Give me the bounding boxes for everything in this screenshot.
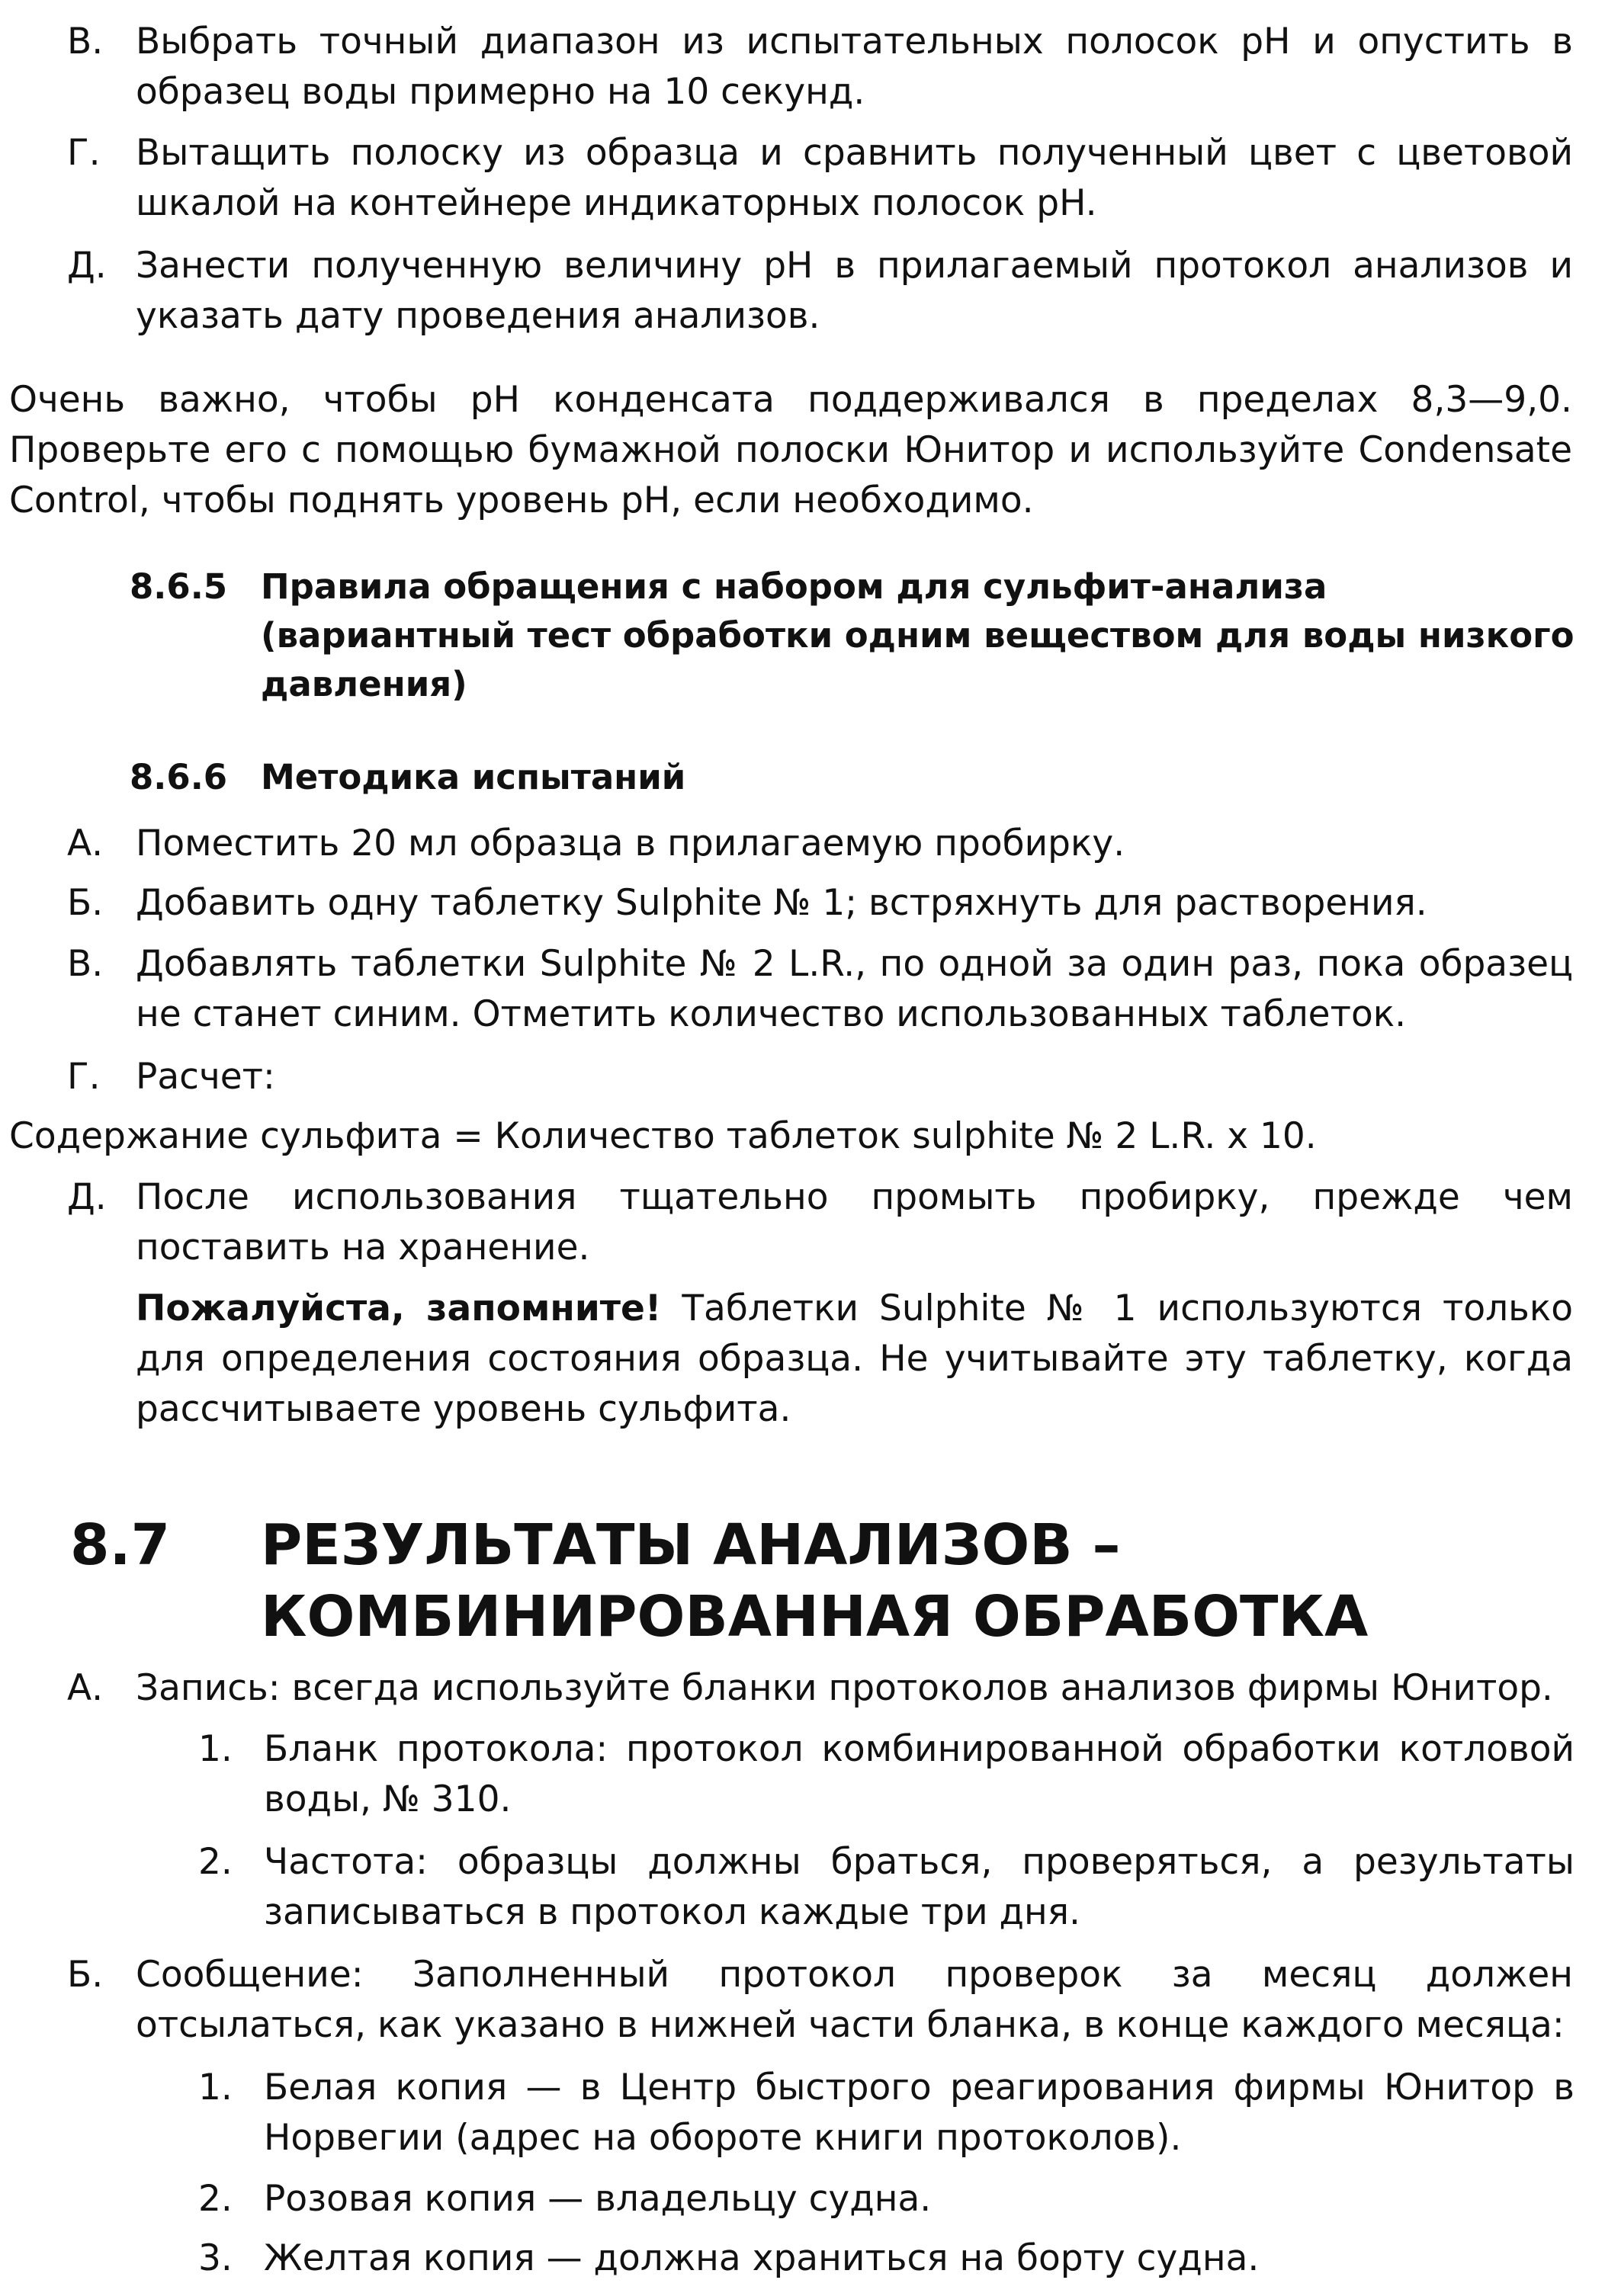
- section-title-line1: РЕЗУЛЬТАТЫ АНАЛИЗОВ –: [261, 1512, 1121, 1578]
- step-b: [67, 878, 1573, 928]
- step-marker: Г.: [67, 1056, 101, 1098]
- note-lead: Пожалуйста, запомните!: [136, 1287, 662, 1329]
- step-marker: Д.: [67, 245, 107, 287]
- subitem-marker: 2.: [198, 1841, 233, 1883]
- step-d: [67, 241, 1573, 342]
- section-title-line2: КОМБИНИРОВАННАЯ ОБРАБОТКА: [261, 1584, 1369, 1650]
- step-text: Добавлять таблетки Sulphite № 2 L.R., по одной за один раз, пока образец не станет синим. Отметить количество использованных таблеток.: [136, 943, 1573, 1035]
- step-marker: Б.: [67, 882, 104, 924]
- step-g: [67, 128, 1573, 229]
- item-text: Запись: всегда используйте бланки протоколов анализов фирмы Юнитор.: [136, 1667, 1553, 1709]
- step-d2: [67, 1172, 1573, 1273]
- item-b-sub-1: [198, 2063, 1575, 2163]
- note-text: Таблетки Sulphite № 1 используются только для определения состояния образца. Не учитывайте эту таблетку, когда рассчитываете уровень сульфита.: [136, 1287, 1573, 1430]
- subitem-text: Частота: образцы должны браться, проверяться, а результаты записываться в протокол каждые три дня.: [264, 1841, 1575, 1933]
- step-text: После использования тщательно промыть пробирку, прежде чем поставить на хранение.: [136, 1176, 1573, 1268]
- ph-paragraph: Очень важно, чтобы pH конденсата поддерживался в пределах 8,3—9,0. Проверьте его с помощью бумажной полоски Юнитор и используйте Condensate Control, чтобы поднять уровень pH, если необходимо.: [9, 379, 1572, 521]
- subitem-text: Розовая копия — владельцу судна.: [264, 2178, 932, 2220]
- subitem-text: Белая копия — в Центр быстрого реагирования фирмы Юнитор в Норвегии (адрес на обороте книги протоколов).: [264, 2067, 1575, 2159]
- subitem-marker: 1.: [198, 2067, 233, 2108]
- subitem-marker: 2.: [198, 2178, 233, 2220]
- step-text: Добавить одну таблетку Sulphite № 1; встряхнуть для растворения.: [136, 882, 1427, 924]
- section-heading-865: [130, 563, 1575, 709]
- item-a-sub-2: [198, 1837, 1575, 1938]
- section-title: Методика испытаний: [261, 757, 686, 797]
- item-a-sub-1: [198, 1724, 1575, 1825]
- step-g2: [67, 1052, 1573, 1102]
- item-a: [67, 1663, 1573, 1714]
- subitem-marker: 3.: [198, 2237, 233, 2279]
- item-text: Сообщение: Заполненный протокол проверок за месяц должен отсылаться, как указано в нижней части бланка, в конце каждого месяца:: [136, 1954, 1573, 2046]
- item-b-sub-3: [198, 2233, 1575, 2284]
- item-marker: Б.: [67, 1954, 104, 1996]
- step-text: Расчет:: [136, 1056, 275, 1098]
- step-marker: Г.: [67, 132, 101, 174]
- step-v2: [67, 939, 1573, 1040]
- section-title: [261, 1509, 1519, 1653]
- item-marker: А.: [67, 1667, 104, 1709]
- note-paragraph: [136, 1284, 1573, 1435]
- sulphite-formula: Содержание сульфита = Количество таблеток sulphite № 2 L.R. x 10.: [9, 1115, 1317, 1157]
- section-title: Правила обращения с набором для сульфит-анализа (вариантный тест обработки одним веществом для воды низкого давления): [261, 566, 1575, 704]
- step-marker: В.: [67, 943, 104, 985]
- section-number: 8.6.6: [130, 757, 228, 797]
- subitem-text: Желтая копия — должна храниться на борту судна.: [264, 2237, 1260, 2279]
- item-b-sub-2: [198, 2174, 1575, 2224]
- section-heading-866: [130, 753, 1575, 802]
- item-b: [67, 1950, 1573, 2051]
- subitem-text: Бланк протокола: протокол комбинированной обработки котловой воды, № 310.: [264, 1728, 1575, 1820]
- section-heading-87: [70, 1509, 1519, 1653]
- step-text: Поместить 20 мл образца в прилагаемую пробирку.: [136, 823, 1125, 864]
- step-text: Выбрать точный диапазон из испытательных полосок pH и опустить в образец воды примерно на 10 секунд.: [136, 21, 1573, 113]
- step-marker: В.: [67, 21, 104, 63]
- step-marker: Д.: [67, 1176, 107, 1218]
- subitem-marker: 1.: [198, 1728, 233, 1770]
- step-text: Занести полученную величину pH в прилагаемый протокол анализов и указать дату проведения анализов.: [136, 245, 1573, 337]
- step-v: [67, 17, 1573, 117]
- section-number: 8.6.5: [130, 566, 228, 607]
- step-marker: А.: [67, 823, 104, 864]
- step-a: [67, 819, 1573, 869]
- section-number: 8.7: [70, 1512, 171, 1578]
- step-text: Вытащить полоску из образца и сравнить полученный цвет с цветовой шкалой на контейнере индикаторных полосок pH.: [136, 132, 1573, 224]
